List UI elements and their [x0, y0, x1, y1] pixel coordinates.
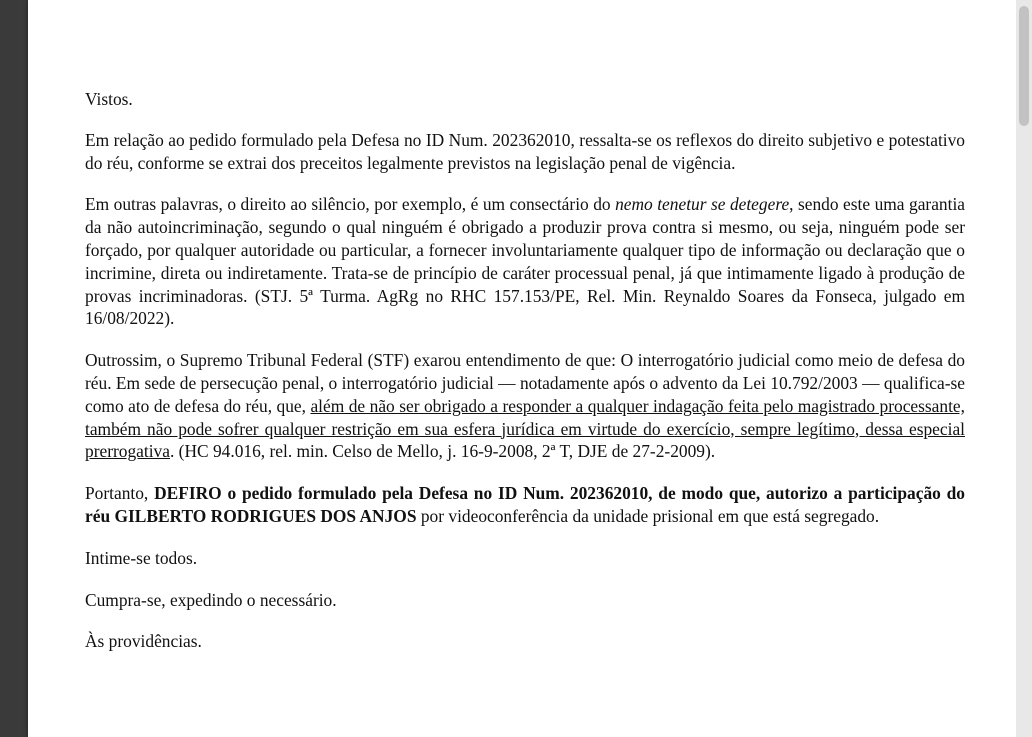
paragraph-outras-palavras	[85, 193, 965, 330]
document-page	[28, 0, 1016, 737]
paragraph-relacao: Em relação ao pedido formulado pela Defesa no ID Num. 202362010, ressalta-se os reflexos do direito subjetivo e potestativo do réu, conforme se extrai dos preceitos legalmente previstos na legislação penal de vigência.	[85, 129, 965, 173]
paragraph-portanto	[85, 482, 965, 528]
paragraph-cumpra: Cumpra-se, expedindo o necessário.	[85, 589, 337, 610]
document-body	[85, 88, 965, 653]
paragraph-intime: Intime-se todos.	[85, 547, 198, 568]
paragraph-text: Em outras palavras, o direito ao silêncio, por exemplo, é um consectário do	[85, 194, 616, 215]
underlined-quote: além de não ser obrigado a responder a qualquer indagação feita pelo magistrado processante, também não pode sofrer qualquer restrição em sua esfera jurídica em virtude do exercício, sempre legítimo, dessa especial prerrogativa	[85, 395, 965, 462]
paragraph-text: Outrossim, o Supremo Tribunal Federal (STF) exarou entendimento de que: O interrogatório judicial como meio de defesa do réu. Em sede de persecução penal, o interrogatório judicial — notadamente após o advento da Lei 10.792/2003 — qualifica-se como ato de defesa do réu, que,	[85, 350, 965, 416]
latin-phrase: nemo tenetur se detegere	[615, 194, 790, 215]
paragraph-providencias: Às providências.	[85, 631, 202, 652]
paragraph-text: Portanto,	[85, 483, 155, 504]
scrollbar-thumb[interactable]	[1019, 6, 1029, 126]
paragraph-vistos: Vistos.	[85, 89, 133, 109]
paragraph-text: , sendo este uma garantia da não autoincriminação, segundo o qual ninguém é obrigado a produzir prova contra si mesmo, ou seja, ninguém pode ser forçado, por qualquer autoridade ou particular, a fornecer involuntariamente qualquer tipo de informação ou declaração que o incrimine, direta ou indiretamente. Trata-se de princípio de caráter processual penal, já que intimamente ligado à produção de provas incriminadoras. (STJ. 5ª Turma. AgRg no RHC 157.153/PE, Rel. Min. Reynaldo Soares da Fonseca, julgado em 16/08/2022).	[85, 194, 965, 329]
decision-text: DEFIRO o pedido formulado pela Defesa no ID Num. 202362010, de modo que, autorizo a participação do réu GILBERTO RODRIGUES DOS ANJOS	[85, 483, 965, 526]
scrollbar[interactable]	[1016, 0, 1032, 737]
paragraph-text: . (HC 94.016, rel. min. Celso de Mello, j. 16-9-2008, 2ª T, DJE de 27-2-2009).	[169, 441, 716, 462]
paragraph-text: por videoconferência da unidade prisional em que está segregado.	[416, 505, 880, 526]
paragraph-outrossim	[85, 349, 965, 463]
